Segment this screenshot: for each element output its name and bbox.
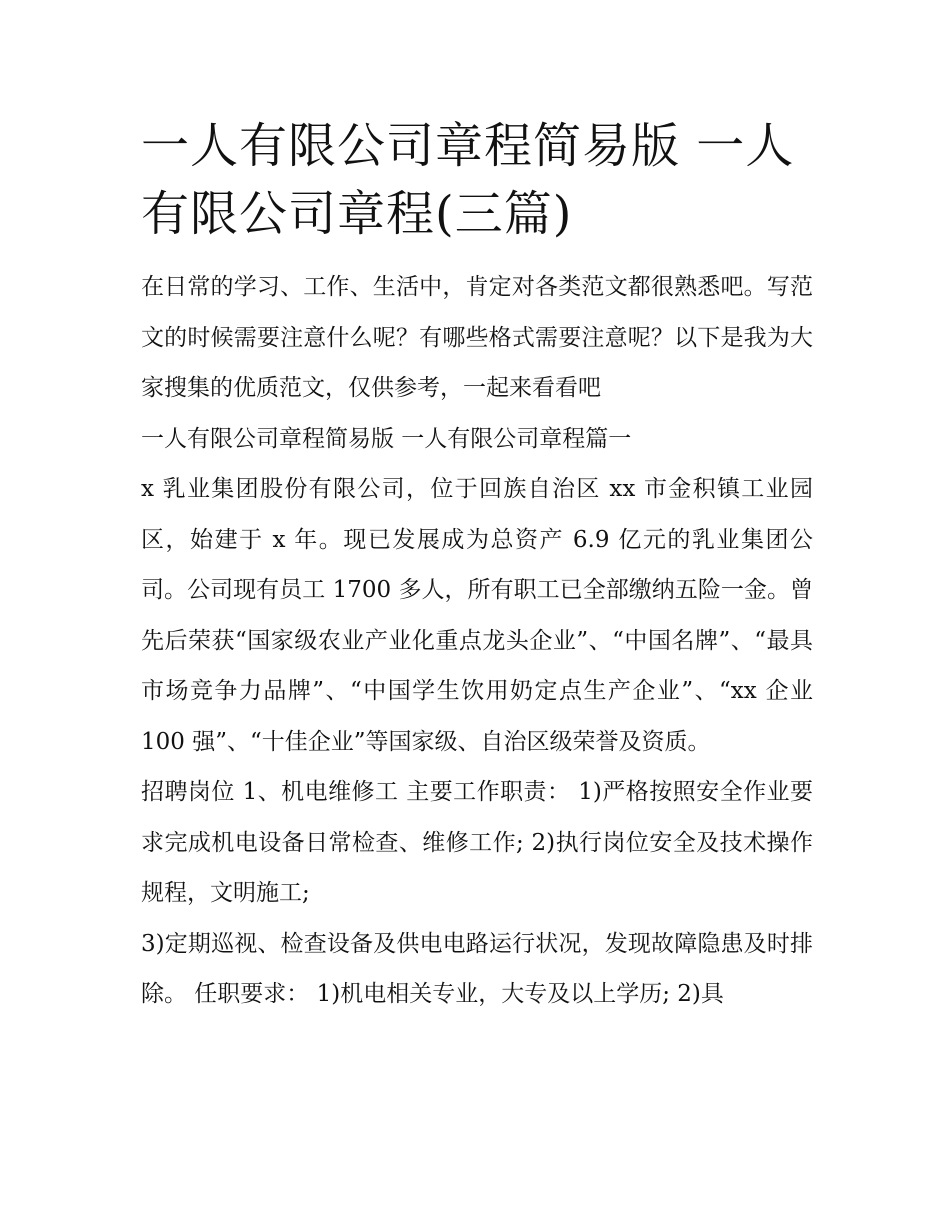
paragraph-job-requirements: 3)定期巡视、检查设备及供电电路运行状况，发现故障隐患及时排除。 任职要求： 1)机电相关专业，大专及以上学历; 2)具 xyxy=(141,930,813,1007)
paragraph-intro: 在日常的学习、工作、生活中，肯定对各类范文都很熟悉吧。写范文的时候需要注意什么呢？有哪些格式需要注意呢？以下是我为大家搜集的优质范文，仅供参考，一起来看看吧 xyxy=(141,274,813,401)
paragraph-job-duties: 招聘岗位 1、机电维修工 主要工作职责： 1)严格按照安全作业要求完成机电设备日常检查、维修工作; 2)执行岗位安全及技术操作规程，文明施工; xyxy=(141,779,813,906)
document-body xyxy=(141,262,813,1020)
paragraph-company-profile: x 乳业集团股份有限公司，位于回族自治区 xx 市金积镇工业园区，始建于 x 年。现已发展成为总资产 6.9 亿元的乳业集团公司。公司现有员工 1700 多人，所有职工已全部缴纳五险一金。曾先后荣获“国家级农业产业化重点龙头企业”、“中国名牌”、“最具市场竞争力品牌”、“中国学生饮用奶定点生产企业”、“xx 企业 100 强”、“十佳企业”等国家级、自治区级荣誉及资质。 xyxy=(141,476,813,755)
document-content xyxy=(141,112,813,1020)
document-title: 一人有限公司章程简易版 一人有限公司章程(三篇) xyxy=(141,118,795,242)
paragraph-section-heading: 一人有限公司章程简易版 一人有限公司章程篇一 xyxy=(141,425,632,452)
